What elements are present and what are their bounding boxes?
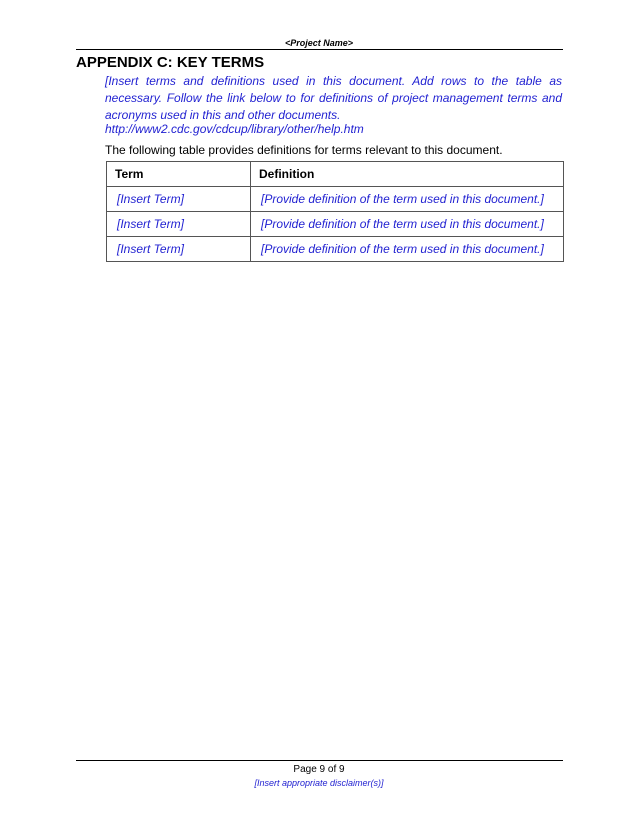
table-row [107, 212, 564, 237]
definition-cell: [Provide definition of the term used in this document.] [251, 187, 564, 212]
definition-cell: [Provide definition of the term used in this document.] [251, 237, 564, 262]
term-cell: [Insert Term] [107, 212, 251, 237]
instruction-text: [Insert terms and definitions used in this document. Add rows to the table as necessary. Follow the link below to for definitions of project management terms and acronyms used in this and other documents. [105, 74, 562, 122]
column-header-definition: Definition [251, 162, 564, 187]
intro-text: The following table provides definitions for terms relevant to this document. [105, 143, 503, 157]
table-header-row [107, 162, 564, 187]
key-terms-table [106, 161, 564, 262]
table-row [107, 237, 564, 262]
header-divider [76, 49, 563, 50]
footer-disclaimer: [Insert appropriate disclaimer(s)] [254, 778, 384, 788]
term-cell: [Insert Term] [107, 237, 251, 262]
help-link[interactable]: http://www2.cdc.gov/cdcup/library/other/help.htm [105, 122, 364, 136]
column-header-term: Term [107, 162, 251, 187]
page-title: APPENDIX C: KEY TERMS [76, 54, 265, 71]
header-project-name: <Project Name> [284, 38, 354, 48]
table-row [107, 187, 564, 212]
page-number: Page 9 of 9 [293, 764, 345, 775]
footer-divider [76, 760, 563, 761]
term-cell: [Insert Term] [107, 187, 251, 212]
definition-cell: [Provide definition of the term used in this document.] [251, 212, 564, 237]
